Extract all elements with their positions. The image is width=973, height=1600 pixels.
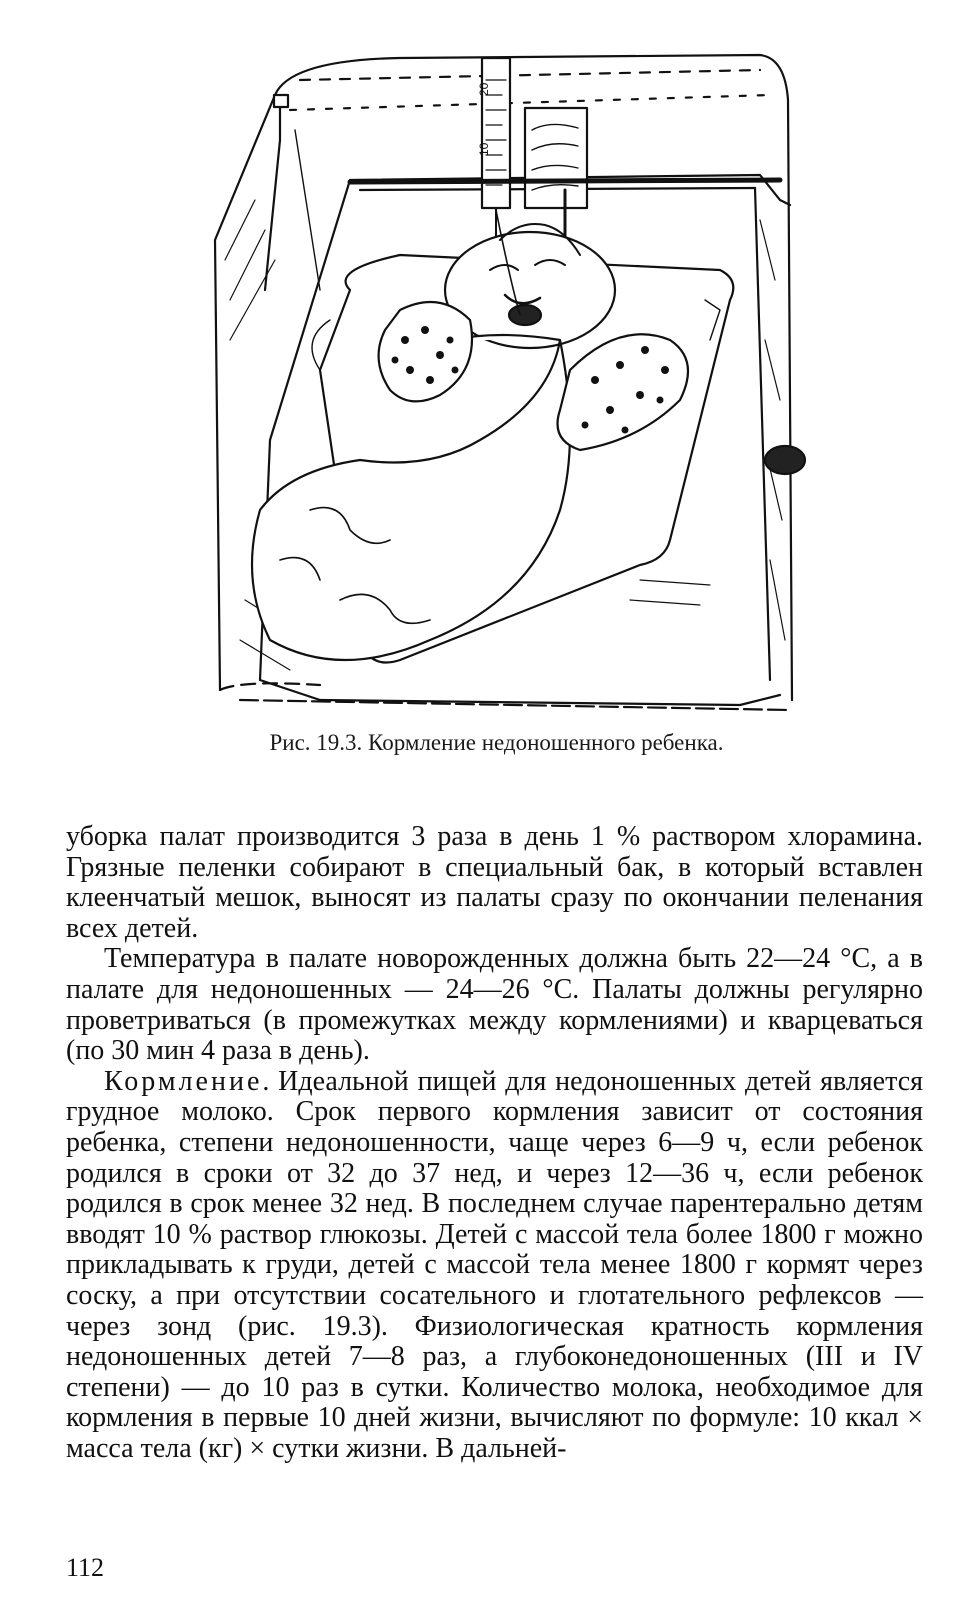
- paragraph-3: [66, 1067, 923, 1465]
- page-number: 112: [66, 1553, 105, 1582]
- paragraph-3-text: . Идеальной пищей для недоношенных детей является грудное молоко. Срок первого кормления зависит от состояния ребенка, степени недоношенности, чаще через 6—9 ч, если ребенок родился в сроки от 32 до 37 нед, и через 12—36 ч, если ребенок родился в срок менее 32 нед. В последнем случае парентерально детям вводят 10 % раствор глюкозы. Детей с массой тела более 1800 г можно прикладывать к груди, детей с массой тела менее 1800 г кормят через соску, а при отсутствии сосательного и глотательного рефлексов — через зонд (рис. 19.3). Физиологическая кратность кормления недоношенных детей 7—8 раз, а глубоконедоношенных (III и IV степени) — до 10 раз в сутки. Количество молока, необходимое для кормления в первые 10 дней жизни, вычисляют по формуле: 10 ккал × масса тела (кг) × сутки жизни. В дальней-: [66, 1065, 923, 1464]
- crib-clip: [765, 446, 805, 474]
- incubator-drawing: [200, 40, 810, 720]
- paragraph-2: Температура в палате новорожденных должна быть 22—24 °С, а в палате для недоношенных — 24—26 °С. Палаты должны регулярно проветриваться (в промежутках между кормлениями) и кварцеваться (по 30 мин 4 раза в день).: [66, 943, 923, 1067]
- label-card: [525, 108, 587, 208]
- left-pole: [265, 100, 280, 290]
- section-lead-term: Кормление: [104, 1065, 263, 1097]
- figure-caption: Рис. 19.3. Кормление недоношенного ребенка.: [269, 730, 724, 755]
- body-text: [66, 822, 923, 1464]
- burette-scale-20: 20: [477, 82, 491, 96]
- paragraph-1: уборка палат производится 3 раза в день 1 % раствором хлорамина. Грязные пеленки собирают в специальный бак, в который вставлен клеенчатый мешок, выносят из палаты сразу по окончании пеленания всех детей.: [66, 821, 923, 944]
- burette-scale-10: 10: [477, 142, 491, 156]
- figure-illustration: [200, 40, 810, 720]
